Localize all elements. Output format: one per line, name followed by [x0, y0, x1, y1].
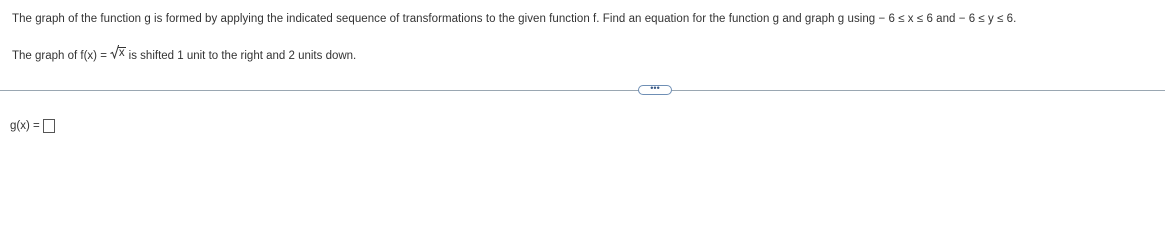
radicand: x: [118, 47, 125, 59]
question-statement: [12, 45, 356, 62]
question-instruction: The graph of the function g is formed by applying the indicated sequence of transformations to the given function f. Find an equation for the function g and graph g using − 6 ≤ x ≤ 6 and − 6 ≤ y ≤ 6.: [12, 13, 1017, 25]
square-root-expression: [110, 45, 126, 59]
answer-input[interactable]: [43, 119, 55, 133]
answer-row: [10, 119, 55, 133]
answer-label: g(x) =: [10, 120, 40, 132]
statement-prefix: The graph of f(x) =: [12, 50, 107, 62]
more-options-button[interactable]: •••: [638, 85, 672, 95]
statement-suffix: is shifted 1 unit to the right and 2 units down.: [128, 50, 357, 62]
section-divider: [0, 90, 1165, 91]
